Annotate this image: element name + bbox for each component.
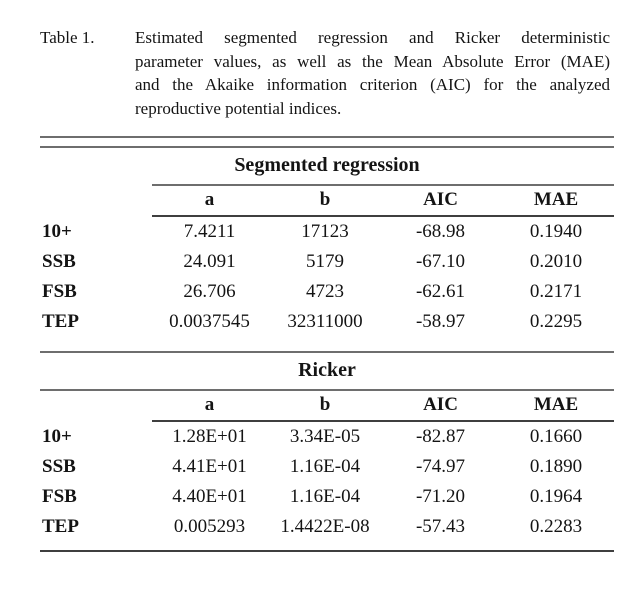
row-label: SSB: [42, 251, 76, 272]
table-row: [40, 452, 614, 482]
cell-b: 4723: [306, 281, 344, 302]
row-label: TEP: [42, 311, 79, 332]
cell-aic: -62.61: [415, 281, 466, 302]
cell-a: 26.706: [183, 281, 236, 302]
caption-line: parameter values, as well as the Mean Absolute Error (MAE): [135, 51, 610, 71]
cell-b: 3.34E-05: [289, 426, 361, 447]
row-label: TEP: [40, 512, 152, 551]
cell-mae: 0.2010: [529, 251, 583, 272]
cell-b: 5179: [306, 251, 344, 272]
column-header-row: [40, 185, 614, 216]
cell-b: 32311000: [287, 311, 363, 332]
cell-b: 17123: [301, 221, 349, 242]
section-title-ricker: Ricker: [40, 352, 614, 390]
corner-cell: [40, 185, 152, 216]
cell-mae: 0.1940: [529, 221, 583, 242]
cell-b: 1.4422E-08: [267, 512, 383, 551]
cell-a: 7.4211: [183, 221, 236, 242]
table-row: [40, 247, 614, 277]
cell-a: 24.091: [183, 251, 236, 272]
column-header-mae: MAE: [498, 390, 614, 421]
section-title-row: [40, 147, 614, 185]
column-header-a: a: [152, 185, 267, 216]
section-title-segmented-regression: Segmented regression: [234, 154, 420, 176]
cell-mae: 0.2171: [529, 281, 583, 302]
cell-a: 4.41E+01: [172, 456, 247, 477]
table-row: [40, 307, 614, 352]
cell-aic: -71.20: [415, 486, 466, 507]
row-label: SSB: [42, 456, 76, 477]
cell-b: 1.16E-04: [289, 486, 361, 507]
table-caption: [0, 0, 644, 120]
cell-mae: 0.1890: [529, 456, 583, 477]
top-double-rule: [40, 137, 614, 147]
cell-a: 1.28E+01: [172, 426, 247, 447]
caption-label: Table 1.: [40, 28, 95, 47]
corner-cell: [40, 390, 152, 421]
cell-a: 0.0037545: [169, 311, 250, 332]
cell-aic: -68.98: [415, 221, 466, 242]
column-header-mae: MAE: [498, 185, 614, 216]
row-label: FSB: [42, 486, 77, 507]
row-label: 10+: [42, 220, 72, 242]
cell-aic: -82.87: [415, 426, 466, 447]
caption-line: and the Akaike information criterion (AIC) for the analyzed: [135, 75, 610, 94]
table-row: [40, 512, 614, 551]
column-header-b: b: [267, 390, 383, 421]
section-title-row: [40, 352, 614, 390]
column-header-aic: AIC: [383, 185, 498, 216]
table-row: [40, 482, 614, 512]
caption-line: reproductive potential indices.: [135, 98, 342, 118]
cell-aic: -57.43: [383, 512, 498, 551]
row-label: 10+: [42, 425, 72, 447]
caption-text: [135, 26, 610, 120]
column-header-a: a: [152, 390, 267, 421]
column-header-row: [40, 390, 614, 421]
column-header-aic: AIC: [383, 390, 498, 421]
cell-mae: 0.2283: [498, 512, 614, 551]
caption-line: Estimated segmented regression and Ricker deterministic: [135, 28, 610, 47]
cell-b: 1.16E-04: [289, 456, 361, 477]
cell-mae: 0.1660: [529, 426, 583, 447]
row-label: FSB: [42, 281, 77, 302]
cell-mae: 0.2295: [529, 311, 583, 332]
cell-a: 0.005293: [152, 512, 267, 551]
cell-mae: 0.1964: [529, 486, 583, 507]
cell-aic: -58.97: [415, 311, 466, 332]
table-row: [40, 277, 614, 307]
table-row: [40, 421, 614, 452]
cell-a: 4.40E+01: [172, 486, 247, 507]
column-header-b: b: [267, 185, 383, 216]
cell-aic: -67.10: [415, 251, 466, 272]
cell-aic: -74.97: [415, 456, 466, 477]
results-table: [40, 136, 614, 552]
table-row: [40, 216, 614, 247]
